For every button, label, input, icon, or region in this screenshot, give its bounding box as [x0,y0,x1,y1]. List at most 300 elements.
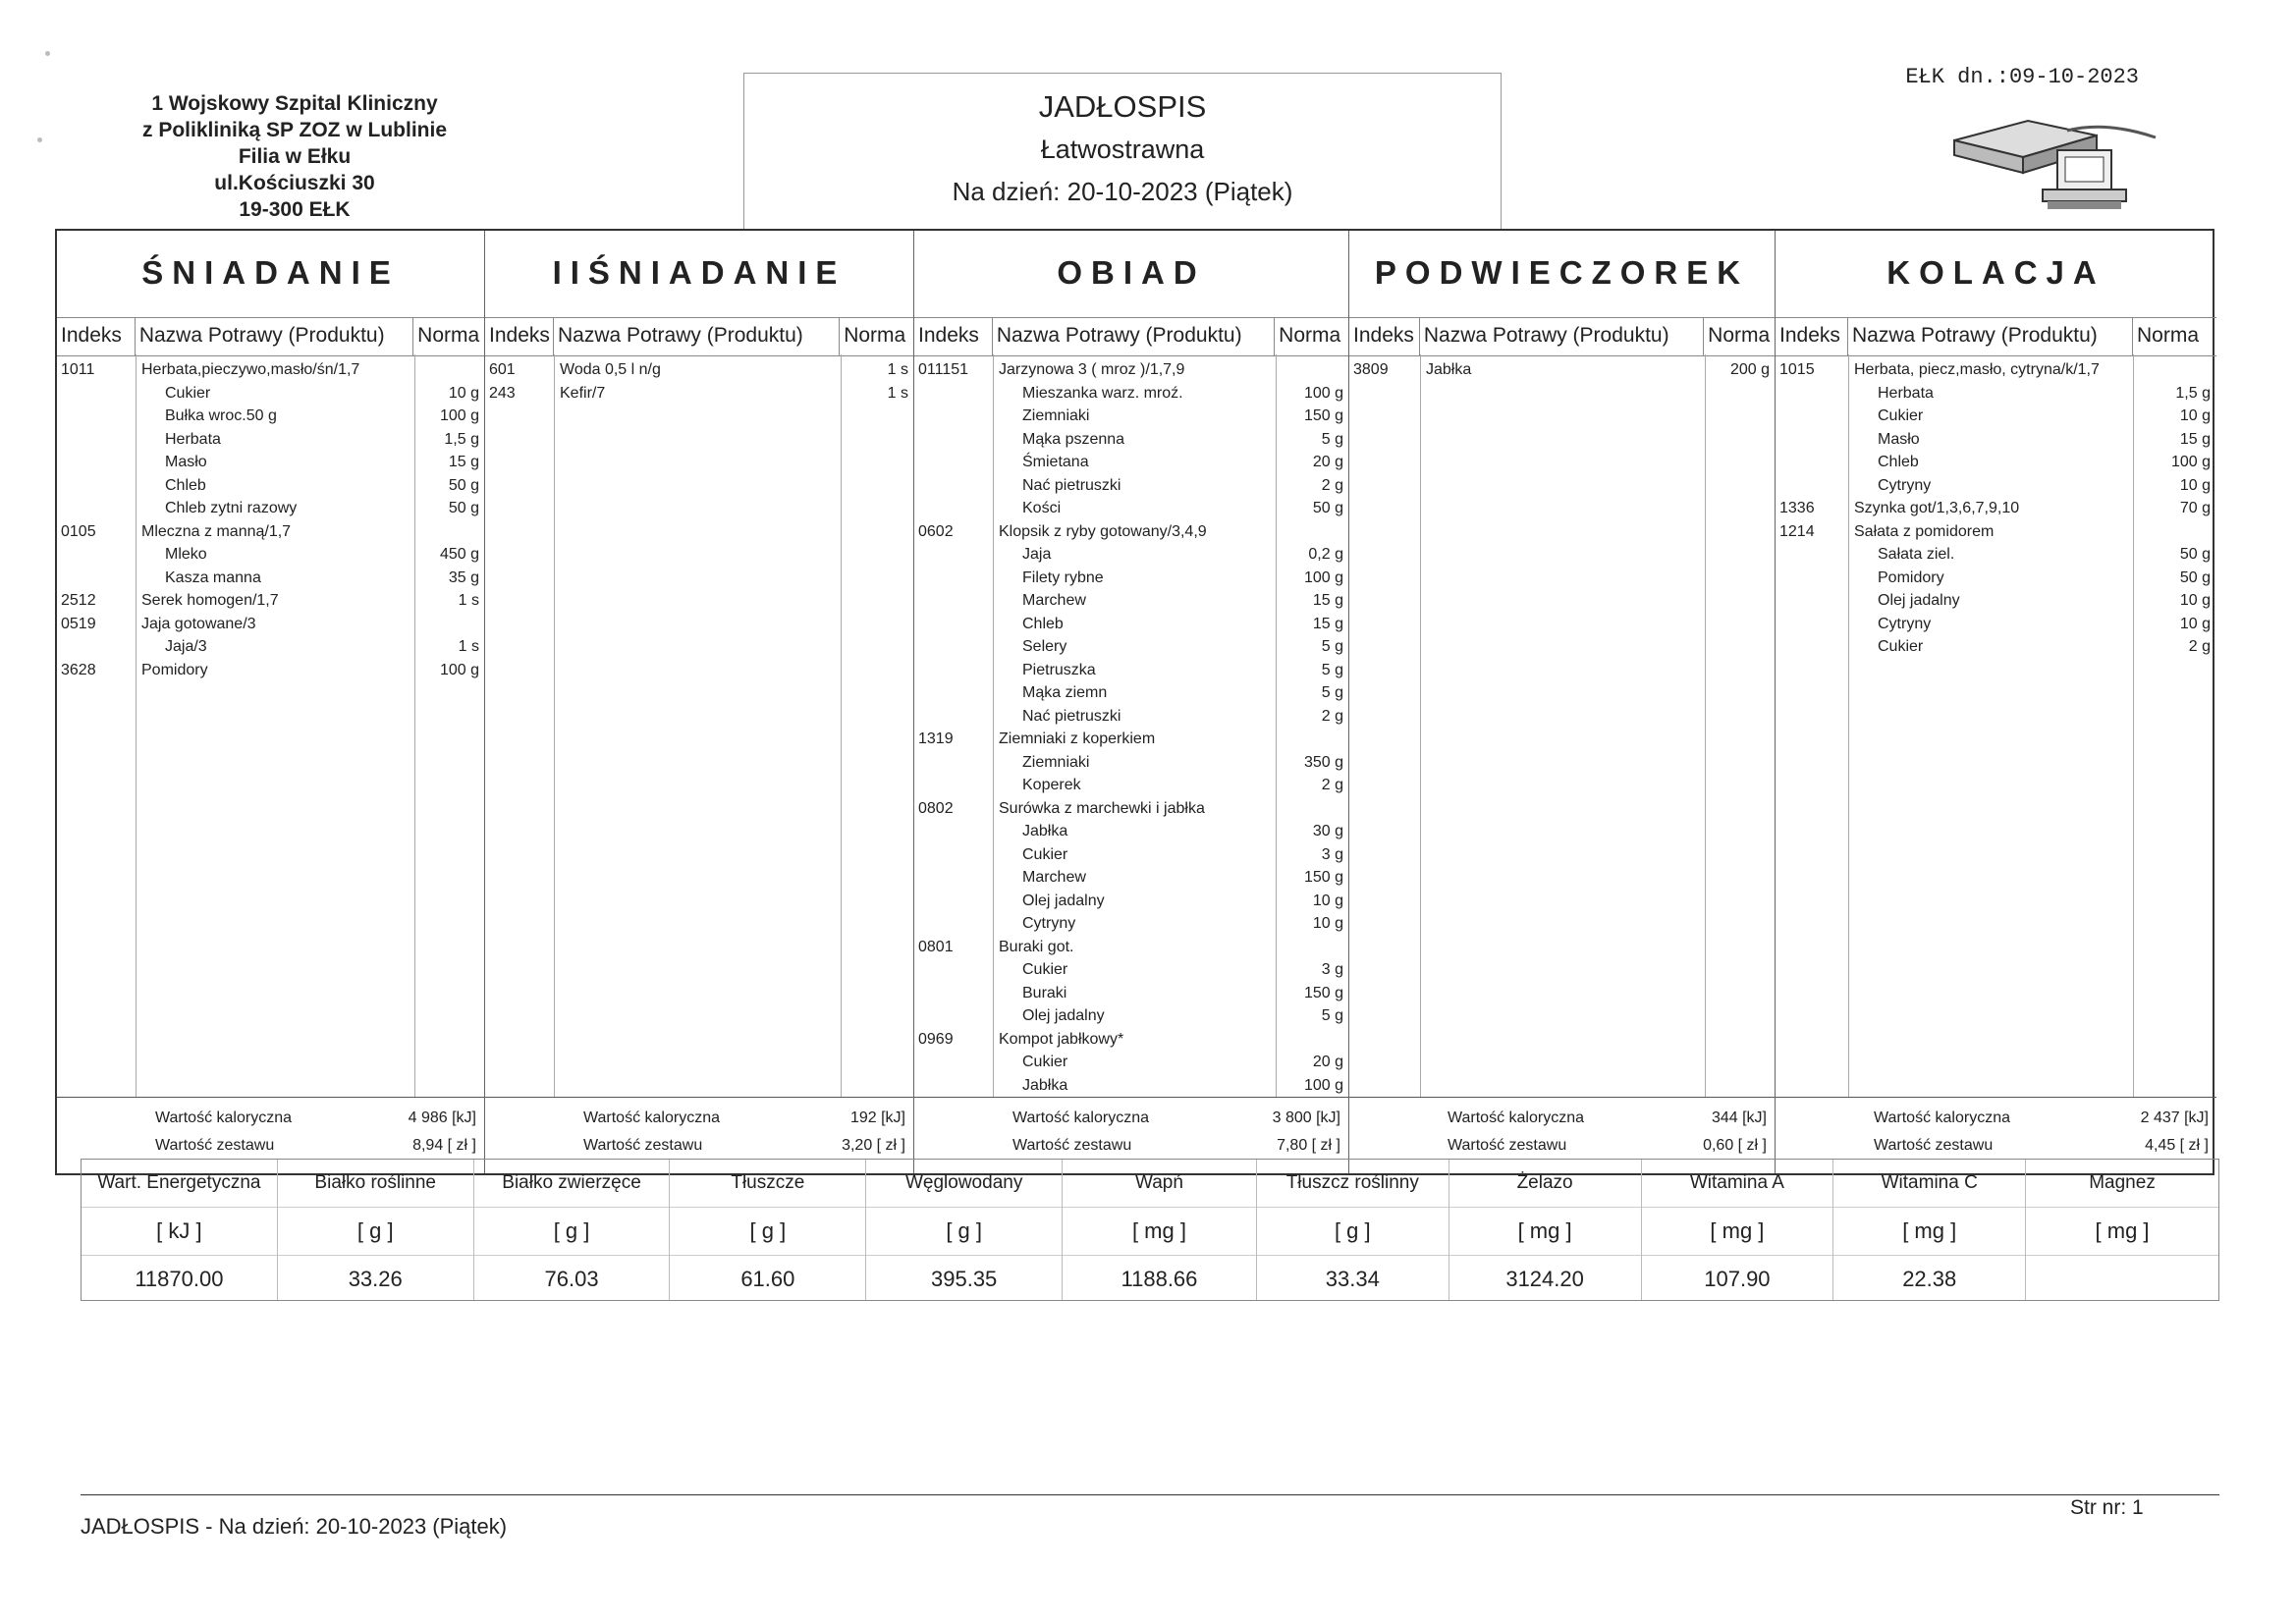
item-name: Cukier [1022,1054,1068,1070]
summary-kcal [57,1109,484,1135]
footer-text: JADŁOSPIS - Na dzień: 20-10-2023 (Piątek) [81,1514,508,1539]
item-index: 0105 [61,522,96,540]
summary-label: Wartość zestawu [1012,1137,1132,1154]
item-name: Jaja gotowane/3 [141,615,256,632]
item-norm: 100 g [439,661,479,678]
item-name: Mąka ziemn [1022,684,1108,701]
hospital-line: Filia w Ełku [238,145,352,168]
item-norm: 2 g [1321,707,1343,725]
nutrient-column [670,1160,866,1300]
item-name: Cukier [1022,845,1068,863]
nutrient-value: 1188.66 [1121,1267,1198,1291]
ingredient-row [57,405,484,428]
item-norm: 5 g [1321,661,1343,678]
nutrient-value: 11870.00 [135,1267,224,1291]
item-norm: 3 g [1321,845,1343,863]
menu-table [55,229,2214,1175]
item-name: Szynka got/1,3,6,7,9,10 [1854,500,2020,516]
item-index: 243 [489,384,516,402]
ingredient-row [57,428,484,452]
menu-date: Na dzień: 20-10-2023 (Piątek) [952,177,1293,206]
item-index: 0602 [918,522,954,540]
item-name: Cukier [1022,961,1068,978]
book-computer-logo-icon [1949,116,2175,214]
dish-row [1776,520,2216,544]
summary-label: Wartość zestawu [1874,1137,1994,1154]
item-norm: 2 g [1321,777,1343,793]
column-headers [485,317,913,356]
nutrient-column [1449,1160,1642,1300]
ingredient-row [57,497,484,520]
ingredient-row [914,1004,1348,1028]
summary-value: 2 437 [kJ] [2140,1109,2209,1126]
item-norm: 10 g [2179,476,2211,494]
item-norm: 70 g [2179,500,2211,516]
item-name: Herbata [165,430,221,448]
item-name: Ziemniaki [1022,407,1090,424]
item-name: Nać pietruszki [1022,707,1121,725]
nutrient-value: 107.90 [1704,1267,1771,1291]
ingredient-row [914,613,1348,636]
item-name: Marchew [1022,592,1086,609]
meal-title: KOLACJA [1886,254,2105,291]
column-header-name: Nazwa Potrawy (Produktu) [554,318,840,355]
item-norm: 100 g [439,407,479,424]
diet-name: Łatwostrawna [1040,135,1205,164]
item-norm: 1 s [887,384,908,402]
item-name: Buraki [1022,984,1067,1001]
nutrient-unit: [ kJ ] [82,1208,277,1256]
dish-row [57,358,484,382]
dish-row [914,797,1348,821]
item-norm: 50 g [1312,500,1343,516]
ingredient-row [914,774,1348,797]
nutrient-column [1257,1160,1449,1300]
ingredient-row [1776,589,2216,613]
item-name: Masło [165,454,207,470]
dish-row [914,358,1348,382]
ingredient-row [1776,567,2216,590]
item-norm: 15 g [1312,592,1343,609]
item-norm: 100 g [1303,568,1343,586]
document-title: JADŁOSPIS [1038,89,1207,124]
column-header-index: Indeks [1776,318,1848,355]
summary-value: 0,60 [ zł ] [1703,1137,1767,1154]
ingredient-row [1776,382,2216,406]
summary-value: 344 [kJ] [1711,1109,1767,1126]
item-index: 3809 [1353,361,1389,378]
item-index: 0519 [61,615,96,632]
ingredient-row [914,451,1348,474]
item-norm: 3 g [1321,961,1343,978]
item-name: Jaja/3 [165,638,207,655]
item-index: 1336 [1779,500,1815,516]
item-index: 0969 [918,1030,954,1048]
ingredient-row [914,820,1348,843]
nutrient-column [82,1160,278,1300]
ingredient-row [914,843,1348,867]
item-norm: 50 g [2179,546,2211,563]
ingredient-row [57,382,484,406]
summary-label: Wartość zestawu [1448,1137,1567,1154]
hospital-line: ul.Kościuszki 30 [214,172,375,194]
nutrient-value: 33.26 [348,1267,403,1291]
item-name: Serek homogen/1,7 [141,592,279,609]
item-name: Cytryny [1022,915,1076,932]
item-name: Ziemniaki z koperkiem [999,730,1156,747]
item-norm: 15 g [1312,615,1343,632]
item-norm: 50 g [2179,568,2211,586]
ingredient-row [914,681,1348,705]
item-name: Marchew [1022,869,1086,886]
meal-items [57,354,484,1097]
ingredient-row [914,543,1348,567]
scan-speck [45,51,50,56]
item-name: Herbata [1878,384,1934,402]
item-name: Chleb [165,476,206,494]
dish-row [1776,358,2216,382]
nutrient-unit: [ mg ] [1642,1208,1833,1256]
item-norm: 10 g [1312,892,1343,909]
item-name: Bułka wroc.50 g [165,407,277,424]
summary-label: Wartość zestawu [583,1137,703,1154]
document-title-box [743,73,1502,230]
item-norm: 5 g [1321,638,1343,655]
item-name: Mleczna z manną/1,7 [141,522,292,540]
nutrient-value [2026,1256,2218,1300]
nutrient-column [1063,1160,1257,1300]
ingredient-row [1776,428,2216,452]
ingredient-row [914,474,1348,498]
hospital-address [108,90,481,223]
summary-label: Wartość kaloryczna [155,1109,292,1126]
print-date: EŁK dn.:09-10-2023 [1905,65,2139,89]
nutrient-unit: [ g ] [278,1208,473,1256]
item-norm: 100 g [2170,454,2211,470]
ingredient-row [914,912,1348,936]
summary-value: 3 800 [kJ] [1272,1109,1340,1126]
column-divider [554,354,555,1097]
nutrient-column [278,1160,474,1300]
nutrition-table [81,1159,2219,1301]
ingredient-row [914,982,1348,1005]
nutrient-column [474,1160,671,1300]
item-norm: 150 g [1303,869,1343,886]
item-name: Masło [1878,430,1920,448]
item-norm: 15 g [448,454,479,470]
summary-value: 192 [kJ] [849,1109,905,1126]
item-norm: 100 g [1303,384,1343,402]
meal-items [1776,354,2216,1097]
column-header-name: Nazwa Potrawy (Produktu) [993,318,1275,355]
ingredient-row [914,497,1348,520]
column-header-index: Indeks [914,318,993,355]
item-norm: 100 g [1303,1076,1343,1094]
item-name: Jabłka [1022,823,1068,839]
ingredient-row [914,589,1348,613]
item-name: Jabłka [1426,361,1472,378]
nutrient-unit: [ mg ] [2026,1208,2218,1256]
item-index: 2512 [61,592,96,609]
item-name: Buraki got. [999,938,1074,955]
meal-title: PODWIECZOREK [1374,254,1750,291]
nutrient-unit: [ g ] [1257,1208,1449,1256]
nutrient-unit: [ g ] [866,1208,1062,1256]
meal-column [1349,231,1776,1173]
dish-row [1349,358,1775,382]
nutrient-label: Witamina A [1642,1160,1833,1208]
item-name: Jaja [1022,546,1052,563]
item-norm: 50 g [448,500,479,516]
column-header-name: Nazwa Potrawy (Produktu) [1848,318,2133,355]
meal-column [914,231,1349,1173]
column-divider [1420,354,1421,1097]
ingredient-row [1776,613,2216,636]
item-name: Mleko [165,546,207,563]
nutrient-label: Białko roślinne [278,1160,473,1208]
ingredient-row [57,635,484,659]
summary-value: 8,94 [ zł ] [412,1137,476,1154]
item-name: Chleb [1022,615,1064,632]
item-index: 011151 [918,361,969,378]
summary-value: 4 986 [kJ] [408,1109,476,1126]
dish-row [57,659,484,682]
meal-items [485,354,913,1097]
item-norm: 10 g [448,384,479,402]
nutrient-label: Tłuszcz roślinny [1257,1160,1449,1208]
column-divider [841,354,842,1097]
nutrient-label: Witamina C [1833,1160,2025,1208]
summary-label: Wartość kaloryczna [1874,1109,2010,1126]
item-index: 1319 [918,730,954,747]
ingredient-row [914,405,1348,428]
column-header-name: Nazwa Potrawy (Produktu) [136,318,413,355]
item-norm: 35 g [448,568,479,586]
item-name: Kompot jabłkowy* [999,1030,1124,1048]
summary-kcal [914,1109,1348,1135]
summary-kcal [485,1109,913,1135]
column-header-norm: Norma [844,324,906,347]
nutrient-label: Żelazo [1449,1160,1641,1208]
meal-column [57,231,485,1173]
item-norm: 1,5 g [444,430,479,448]
ingredient-row [1776,451,2216,474]
meal-column [1776,231,2216,1173]
item-norm: 150 g [1303,984,1343,1001]
item-norm: 1 s [887,361,908,378]
item-norm: 10 g [2179,592,2211,609]
page-number: Str nr: 1 [2070,1496,2144,1519]
nutrient-column [866,1160,1063,1300]
summary-kcal [1349,1109,1775,1135]
item-norm: 450 g [439,546,479,563]
nutrient-value: 3124.20 [1505,1267,1584,1291]
item-name: Olej jadalny [1878,592,1960,609]
nutrient-value: 76.03 [544,1267,599,1291]
nutrient-unit: [ mg ] [1063,1208,1256,1256]
item-norm: 2 g [1321,476,1343,494]
footer-rule [81,1494,2219,1495]
item-norm: 10 g [2179,615,2211,632]
ingredient-row [914,1051,1348,1074]
item-norm: 15 g [2179,430,2211,448]
item-name: Cytryny [1878,615,1932,632]
meal-title: OBIAD [1057,254,1206,291]
ingredient-row [914,751,1348,775]
nutrient-value: 33.34 [1325,1267,1380,1291]
column-header-norm: Norma [1279,324,1341,347]
item-name: Sałata z pomidorem [1854,522,1995,540]
dish-row [914,520,1348,544]
item-norm: 5 g [1321,430,1343,448]
summary-value: 3,20 [ zł ] [842,1137,905,1154]
summary-label: Wartość kaloryczna [1448,1109,1584,1126]
item-norm: 2 g [2188,638,2211,655]
ingredient-row [914,1074,1348,1098]
scan-speck [37,137,42,142]
item-name: Selery [1022,638,1067,655]
nutrient-value: 22.38 [1902,1267,1957,1291]
item-name: Sałata ziel. [1878,546,1955,563]
item-index: 1214 [1779,522,1815,540]
ingredient-row [57,474,484,498]
item-index: 1015 [1779,361,1815,378]
dish-row [57,520,484,544]
dish-row [485,382,913,406]
item-name: Mąka pszenna [1022,430,1125,448]
item-name: Koperek [1022,777,1081,793]
ingredient-row [1776,474,2216,498]
item-name: Chleb [1878,454,1919,470]
item-name: Jarzynowa 3 ( mroz )/1,7,9 [999,361,1185,378]
item-name: Klopsik z ryby gotowany/3,4,9 [999,522,1207,540]
item-name: Surówka z marchewki i jabłka [999,799,1205,817]
item-norm: 0,2 g [1308,546,1343,563]
item-norm: 350 g [1303,753,1343,771]
nutrient-unit: [ g ] [474,1208,670,1256]
summary-label: Wartość zestawu [155,1137,275,1154]
dish-row [914,936,1348,959]
nutrient-label: Wapń [1063,1160,1256,1208]
item-name: Herbata, piecz,masło, cytryna/k/1,7 [1854,361,2100,378]
item-name: Cytryny [1878,476,1932,494]
item-index: 0802 [918,799,954,817]
item-norm: 5 g [1321,684,1343,701]
item-index: 601 [489,361,516,378]
item-name: Śmietana [1022,454,1089,470]
nutrient-label: Białko zwierzęce [474,1160,670,1208]
ingredient-row [914,705,1348,729]
ingredient-row [914,659,1348,682]
item-index: 0801 [918,938,954,955]
ingredient-row [914,958,1348,982]
nutrient-unit: [ mg ] [1449,1208,1641,1256]
item-name: Nać pietruszki [1022,476,1121,494]
nutrient-value: 395.35 [931,1267,998,1291]
dish-row [914,1028,1348,1052]
ingredient-row [1776,405,2216,428]
ingredient-row [914,428,1348,452]
meal-title: ŚNIADANIE [141,254,400,291]
item-name: Kasza manna [165,568,261,586]
nutrient-label: Magnez [2026,1160,2218,1208]
item-norm: 20 g [1312,454,1343,470]
ingredient-row [57,451,484,474]
hospital-line: z Polikliniką SP ZOZ w Lublinie [142,119,447,141]
column-header-index: Indeks [485,318,554,355]
item-name: Cukier [1878,638,1924,655]
meal-title: IIŚNIADANIE [552,254,847,291]
item-name: Ziemniaki [1022,753,1090,771]
item-norm: 150 g [1303,407,1343,424]
item-norm: 1,5 g [2175,384,2211,402]
item-norm: 10 g [1312,915,1343,932]
column-headers [914,317,1348,356]
item-name: Olej jadalny [1022,1007,1105,1024]
item-norm: 1 s [458,592,479,609]
nutrient-label: Tłuszcze [670,1160,865,1208]
item-name: Cukier [165,384,211,402]
summary-value: 7,80 [ zł ] [1277,1137,1340,1154]
dish-row [914,728,1348,751]
item-name: Woda 0,5 l n/g [560,361,661,378]
item-name: Cukier [1878,407,1924,424]
column-header-norm: Norma [2137,324,2200,347]
item-name: Pomidory [141,661,208,678]
ingredient-row [914,866,1348,890]
item-name: Herbata,pieczywo,masło/śn/1,7 [141,361,360,378]
column-header-index: Indeks [1349,318,1420,355]
item-name: Olej jadalny [1022,892,1105,909]
item-norm: 5 g [1321,1007,1343,1024]
item-name: Kefir/7 [560,384,606,402]
ingredient-row [914,567,1348,590]
hospital-line: 19-300 EŁK [239,198,351,221]
ingredient-row [57,543,484,567]
summary-label: Wartość kaloryczna [583,1109,720,1126]
item-norm: 30 g [1312,823,1343,839]
item-name: Pomidory [1878,568,1944,586]
dish-row [1776,497,2216,520]
ingredient-row [914,890,1348,913]
column-headers [57,317,484,356]
ingredient-row [914,382,1348,406]
item-name: Kości [1022,500,1062,516]
meal-items [914,354,1348,1097]
column-header-name: Nazwa Potrawy (Produktu) [1420,318,1704,355]
item-name: Pietruszka [1022,661,1096,678]
item-norm: 50 g [448,476,479,494]
nutrient-column [1642,1160,1834,1300]
item-norm: 200 g [1729,361,1770,378]
nutrient-label: Węglowodany [866,1160,1062,1208]
hospital-line: 1 Wojskowy Szpital Kliniczny [151,92,438,115]
nutrient-label: Wart. Energetyczna [82,1160,277,1208]
ingredient-row [1776,635,2216,659]
ingredient-row [57,567,484,590]
summary-kcal [1776,1109,2216,1135]
item-name: Mieszanka warz. mroź. [1022,384,1183,402]
dish-row [57,613,484,636]
column-headers [1776,317,2216,356]
item-norm: 1 s [458,638,479,655]
ingredient-row [914,635,1348,659]
item-name: Jabłka [1022,1076,1068,1094]
nutrient-column [1833,1160,2026,1300]
summary-value: 4,45 [ zł ] [2145,1137,2209,1154]
nutrient-value: 61.60 [740,1267,795,1291]
column-divider [1705,354,1706,1097]
